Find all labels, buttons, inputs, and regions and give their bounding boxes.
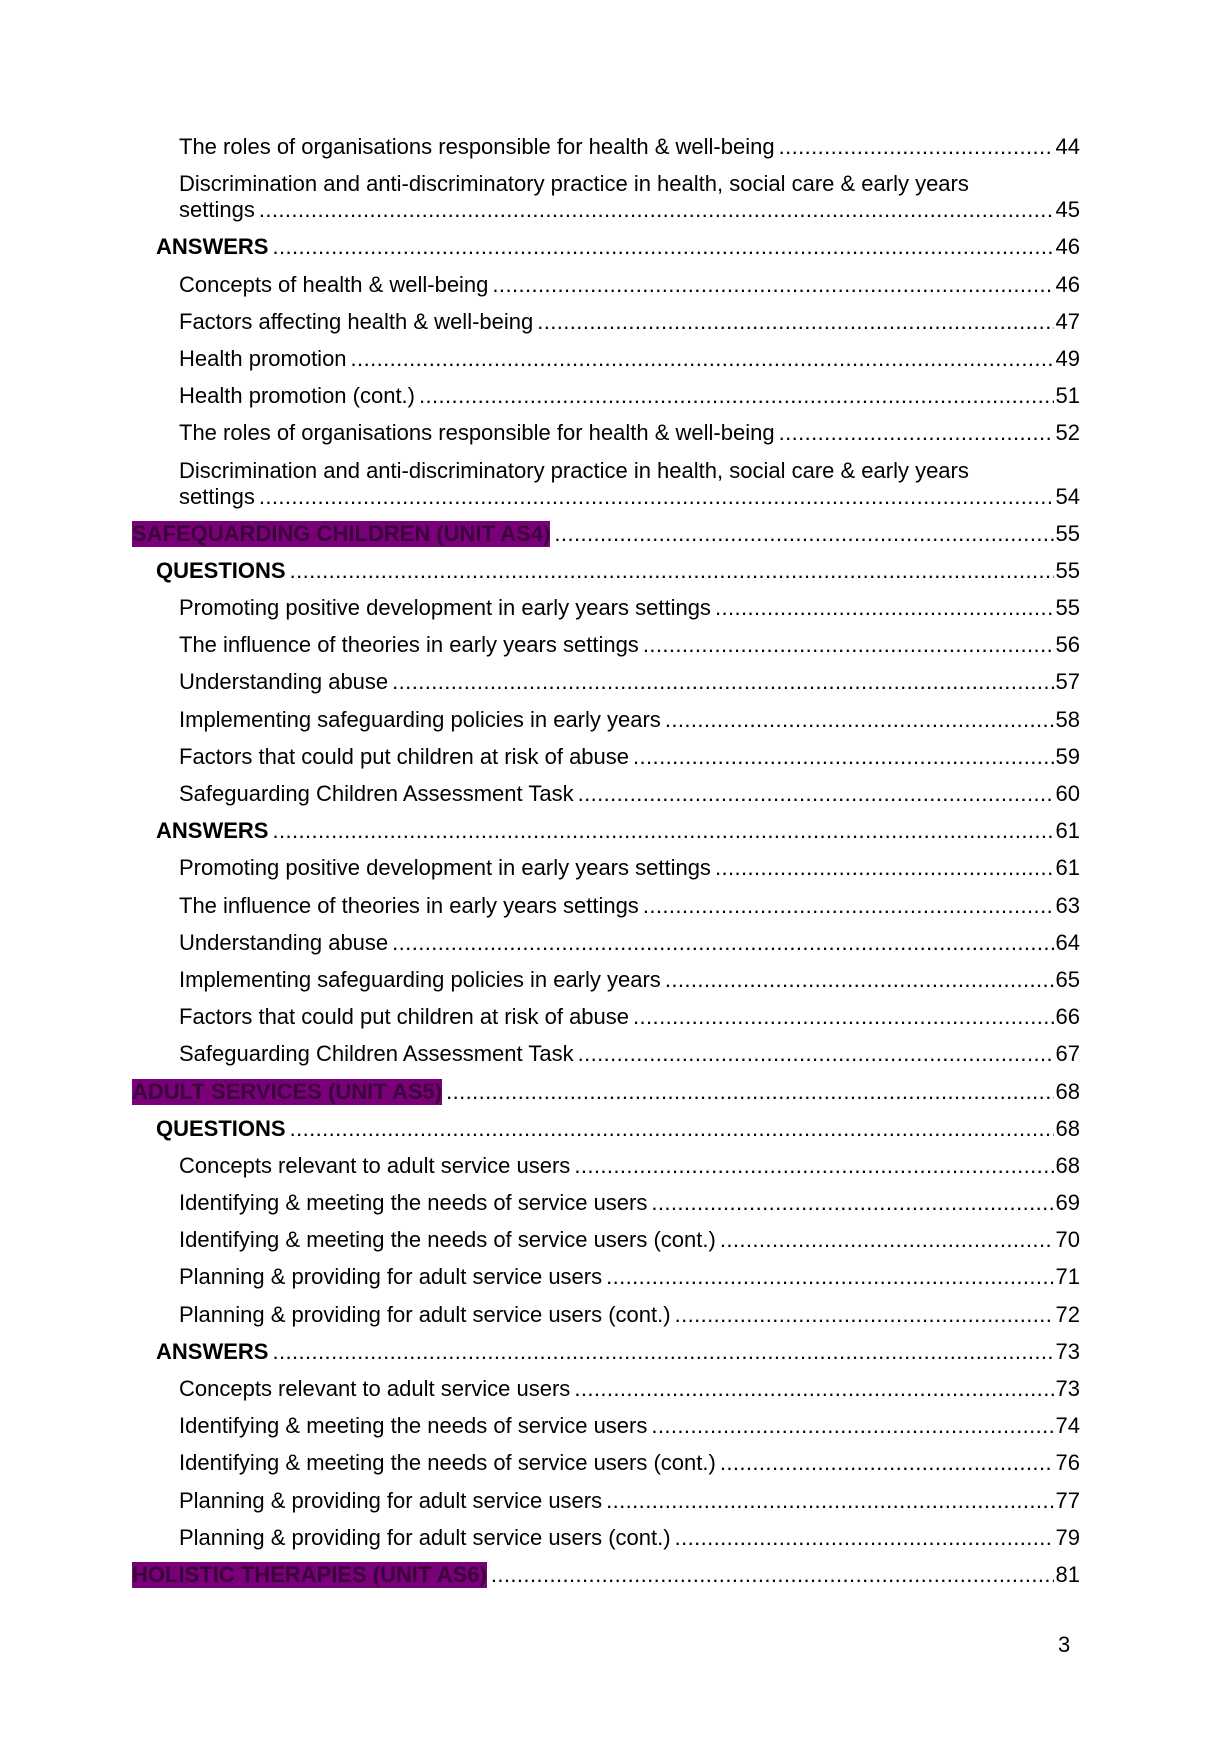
dot-leader — [392, 930, 1053, 956]
dot-leader — [554, 521, 1053, 547]
dot-leader — [643, 893, 1054, 919]
toc-entry-title-continued: settings — [179, 483, 255, 509]
toc-page-number: 44 — [1055, 134, 1080, 159]
toc-page-number: 45 — [1055, 197, 1080, 223]
toc-page-number: 71 — [1055, 1264, 1080, 1290]
toc-entry[interactable] — [132, 1525, 1080, 1551]
toc-entry[interactable] — [132, 669, 1080, 695]
toc-entry-row — [156, 234, 1080, 260]
toc-entry-title: Factors that could put children at risk of abuse — [179, 743, 630, 769]
toc-entry-title: The influence of theories in early years settings — [179, 892, 639, 918]
toc-entry[interactable] — [132, 420, 1080, 446]
toc-entry[interactable] — [132, 1339, 1080, 1365]
toc-page-number: 68 — [1055, 1152, 1080, 1178]
dot-leader — [578, 781, 1054, 807]
toc-entry-row — [179, 484, 1080, 510]
toc-entry[interactable] — [132, 1116, 1080, 1142]
toc-entry[interactable] — [132, 1041, 1080, 1067]
toc-entry-title-continued: settings — [179, 197, 255, 223]
table-of-contents — [132, 134, 1080, 1599]
toc-page-number: 63 — [1055, 892, 1080, 918]
dot-leader — [779, 134, 1054, 160]
toc-entry-row — [179, 1450, 1080, 1476]
toc-entry-row — [179, 893, 1080, 919]
toc-page-number: 72 — [1055, 1301, 1080, 1327]
dot-leader — [446, 1079, 1053, 1105]
toc-page-number: 70 — [1055, 1227, 1080, 1253]
section-heading: HOLISTIC THERAPIES (UNIT AS6) — [132, 1561, 487, 1587]
toc-page-number: 55 — [1055, 557, 1080, 583]
dot-leader — [643, 632, 1054, 658]
toc-page-number: 60 — [1055, 781, 1080, 806]
dot-leader — [675, 1302, 1054, 1328]
toc-page-number: 46 — [1055, 271, 1080, 297]
toc-entry-row — [179, 1525, 1080, 1551]
toc-entry-row — [179, 346, 1080, 372]
toc-entry-row — [179, 1004, 1080, 1030]
dot-leader — [606, 1264, 1053, 1290]
toc-entry-row — [179, 669, 1080, 695]
toc-entry[interactable] — [132, 171, 1080, 223]
toc-entry-row — [179, 595, 1080, 621]
dot-leader — [665, 967, 1054, 993]
toc-entry[interactable] — [132, 781, 1080, 807]
toc-page-number: 73 — [1055, 1376, 1080, 1401]
toc-entry-title: Identifying & meeting the needs of service users (cont.) — [179, 1450, 716, 1476]
dot-leader — [272, 1339, 1053, 1365]
dot-leader — [272, 818, 1053, 844]
subsection-heading: QUESTIONS — [156, 557, 286, 583]
dot-leader — [259, 197, 1054, 223]
toc-entry-row — [156, 1339, 1080, 1365]
dot-leader — [715, 595, 1054, 621]
toc-page-number: 74 — [1055, 1413, 1080, 1439]
toc-entry-row — [179, 272, 1080, 298]
toc-entry-title: Factors that could put children at risk of abuse — [179, 1004, 630, 1030]
toc-entry-row — [179, 930, 1080, 956]
toc-page-number: 79 — [1055, 1524, 1080, 1550]
toc-page-number: 54 — [1055, 483, 1080, 509]
toc-entry-title: Planning & providing for adult service users (cont.) — [179, 1524, 671, 1550]
toc-page-number: 61 — [1055, 855, 1080, 881]
toc-entry-row — [179, 1227, 1080, 1253]
toc-entry[interactable] — [132, 930, 1080, 956]
toc-entry-row — [179, 1302, 1080, 1328]
toc-entry-title: Planning & providing for adult service users — [179, 1264, 603, 1290]
toc-entry-row — [179, 1153, 1080, 1179]
toc-entry[interactable] — [132, 707, 1080, 733]
toc-entry-title: The roles of organisations responsible for health & well-being — [179, 134, 775, 159]
dot-leader — [392, 669, 1053, 695]
dot-leader — [651, 1190, 1053, 1216]
toc-page-number: 52 — [1055, 420, 1080, 446]
toc-entry-title: The roles of organisations responsible for health & well-being — [179, 420, 775, 446]
toc-entry-title: Health promotion — [179, 345, 347, 371]
toc-entry-row — [179, 420, 1080, 446]
toc-entry[interactable] — [132, 744, 1080, 770]
dot-leader — [715, 855, 1054, 881]
dot-leader — [259, 484, 1054, 510]
toc-entry-row — [179, 1190, 1080, 1216]
dot-leader — [633, 1004, 1054, 1030]
toc-page-number: 66 — [1055, 1004, 1080, 1030]
toc-entry-row — [179, 1376, 1080, 1402]
toc-entry[interactable] — [132, 234, 1080, 260]
toc-entry-row — [179, 197, 1080, 223]
toc-entry-row — [156, 818, 1080, 844]
toc-entry[interactable] — [132, 346, 1080, 372]
toc-page-number: 68 — [1055, 1078, 1080, 1104]
toc-entry[interactable] — [132, 1190, 1080, 1216]
toc-entry[interactable] — [132, 818, 1080, 844]
toc-entry-row — [179, 383, 1080, 409]
toc-page-number: 73 — [1055, 1338, 1080, 1364]
toc-entry[interactable] — [132, 1562, 1080, 1588]
toc-entry-title: Implementing safeguarding policies in early years — [179, 966, 661, 992]
toc-entry-row — [179, 1413, 1080, 1439]
toc-entry-title: The influence of theories in early years settings — [179, 632, 639, 658]
subsection-heading: ANSWERS — [156, 818, 269, 844]
toc-entry[interactable] — [132, 855, 1080, 881]
toc-page-number: 46 — [1055, 234, 1080, 260]
dot-leader — [492, 272, 1053, 298]
toc-page-number: 55 — [1055, 520, 1080, 546]
toc-entry-title: Factors affecting health & well-being — [179, 308, 534, 334]
toc-page-number: 64 — [1055, 929, 1080, 955]
toc-entry-row — [156, 1116, 1080, 1142]
toc-entry-title: Concepts of health & well-being — [179, 271, 489, 297]
toc-entry[interactable] — [132, 1004, 1080, 1030]
toc-entry[interactable] — [132, 1413, 1080, 1439]
toc-entry-row — [179, 744, 1080, 770]
toc-entry[interactable] — [132, 1488, 1080, 1514]
toc-entry-title: Health promotion (cont.) — [179, 383, 415, 409]
toc-entry-title: Identifying & meeting the needs of service users — [179, 1413, 648, 1439]
toc-entry-row — [132, 1562, 1080, 1588]
toc-entry-title: Implementing safeguarding policies in early years — [179, 706, 661, 732]
toc-entry[interactable] — [132, 893, 1080, 919]
toc-page-number: 67 — [1055, 1041, 1080, 1067]
toc-entry-row — [179, 855, 1080, 881]
toc-entry[interactable] — [132, 595, 1080, 621]
toc-entry-row — [132, 1079, 1080, 1105]
toc-page-number: 69 — [1055, 1190, 1080, 1216]
dot-leader — [675, 1525, 1054, 1551]
toc-entry[interactable] — [132, 272, 1080, 298]
toc-entry-title: Understanding abuse — [179, 929, 389, 955]
toc-entry[interactable] — [132, 383, 1080, 409]
dot-leader — [578, 1041, 1054, 1067]
toc-entry-title: Identifying & meeting the needs of service users — [179, 1190, 648, 1216]
dot-leader — [491, 1562, 1054, 1588]
toc-entry-title: Concepts relevant to adult service users — [179, 1152, 571, 1178]
page-number: 3 — [1058, 1632, 1071, 1657]
toc-page-number: 56 — [1055, 632, 1080, 658]
toc-page-number: 58 — [1055, 706, 1080, 732]
toc-entry-title: Identifying & meeting the needs of service users (cont.) — [179, 1227, 716, 1253]
toc-page-number: 51 — [1055, 383, 1080, 409]
toc-page-number: 55 — [1055, 595, 1080, 621]
dot-leader — [351, 346, 1054, 372]
toc-entry-row — [179, 1488, 1080, 1514]
subsection-heading: QUESTIONS — [156, 1115, 286, 1141]
toc-page-number: 47 — [1055, 308, 1080, 334]
toc-entry-row — [179, 632, 1080, 658]
toc-entry[interactable] — [132, 1450, 1080, 1476]
toc-page-number: 81 — [1055, 1561, 1080, 1587]
toc-entry[interactable] — [132, 1153, 1080, 1179]
toc-page-number: 77 — [1055, 1487, 1080, 1513]
toc-entry-title: Planning & providing for adult service users (cont.) — [179, 1301, 671, 1327]
toc-entry-title: Planning & providing for adult service users — [179, 1487, 603, 1513]
subsection-heading: ANSWERS — [156, 1338, 269, 1364]
subsection-heading: ANSWERS — [156, 234, 269, 260]
toc-page-number: 57 — [1055, 669, 1080, 695]
toc-entry-row — [179, 781, 1080, 807]
dot-leader — [651, 1413, 1053, 1439]
dot-leader — [419, 383, 1054, 409]
toc-entry-row — [156, 558, 1080, 584]
toc-entry-row — [179, 707, 1080, 733]
dot-leader — [720, 1450, 1054, 1476]
toc-entry-title: Concepts relevant to adult service users — [179, 1376, 571, 1401]
toc-entry-row — [179, 134, 1080, 160]
toc-entry[interactable] — [132, 134, 1080, 160]
toc-entry[interactable] — [132, 558, 1080, 584]
toc-entry-title: Promoting positive development in early years settings — [179, 855, 711, 881]
toc-entry[interactable] — [132, 1227, 1080, 1253]
toc-entry-row — [179, 1264, 1080, 1290]
dot-leader — [290, 558, 1054, 584]
section-heading: ADULT SERVICES (UNIT AS5) — [132, 1078, 443, 1104]
dot-leader — [606, 1488, 1053, 1514]
toc-entry[interactable] — [132, 1264, 1080, 1290]
toc-entry-title: Safeguarding Children Assessment Task — [179, 1041, 574, 1067]
toc-entry-row — [132, 521, 1080, 547]
toc-entry[interactable] — [132, 1302, 1080, 1328]
toc-page-number: 65 — [1055, 966, 1080, 992]
dot-leader — [720, 1227, 1054, 1253]
dot-leader — [633, 744, 1054, 770]
toc-page-number: 59 — [1055, 743, 1080, 769]
toc-page-number: 76 — [1055, 1450, 1080, 1476]
toc-entry-row — [179, 309, 1080, 335]
toc-entry[interactable] — [132, 632, 1080, 658]
toc-entry-title: Safeguarding Children Assessment Task — [179, 781, 574, 806]
dot-leader — [665, 707, 1054, 733]
toc-page-number: 68 — [1055, 1115, 1080, 1141]
toc-page-number: 49 — [1055, 345, 1080, 371]
toc-entry-title: Understanding abuse — [179, 669, 389, 695]
dot-leader — [574, 1153, 1053, 1179]
toc-entry-row — [179, 967, 1080, 993]
toc-entry[interactable] — [132, 1079, 1080, 1105]
dot-leader — [537, 309, 1053, 335]
toc-entry[interactable] — [132, 521, 1080, 547]
toc-entry-title: Promoting positive development in early years settings — [179, 595, 711, 621]
toc-entry[interactable] — [132, 1376, 1080, 1402]
dot-leader — [779, 420, 1054, 446]
toc-entry-title: Discrimination and anti-discriminatory practice in health, social care & early years — [179, 171, 969, 197]
dot-leader — [574, 1376, 1053, 1402]
toc-entry[interactable] — [132, 309, 1080, 335]
dot-leader — [290, 1116, 1054, 1142]
toc-entry-title: Discrimination and anti-discriminatory practice in health, social care & early years — [179, 457, 969, 483]
toc-entry[interactable] — [132, 967, 1080, 993]
toc-entry-row — [179, 1041, 1080, 1067]
dot-leader — [272, 234, 1053, 260]
toc-entry[interactable] — [132, 458, 1080, 510]
section-heading: SAFEQUARDING CHILDREN (UNIT AS4) — [132, 520, 551, 546]
toc-page-number: 61 — [1055, 818, 1080, 844]
